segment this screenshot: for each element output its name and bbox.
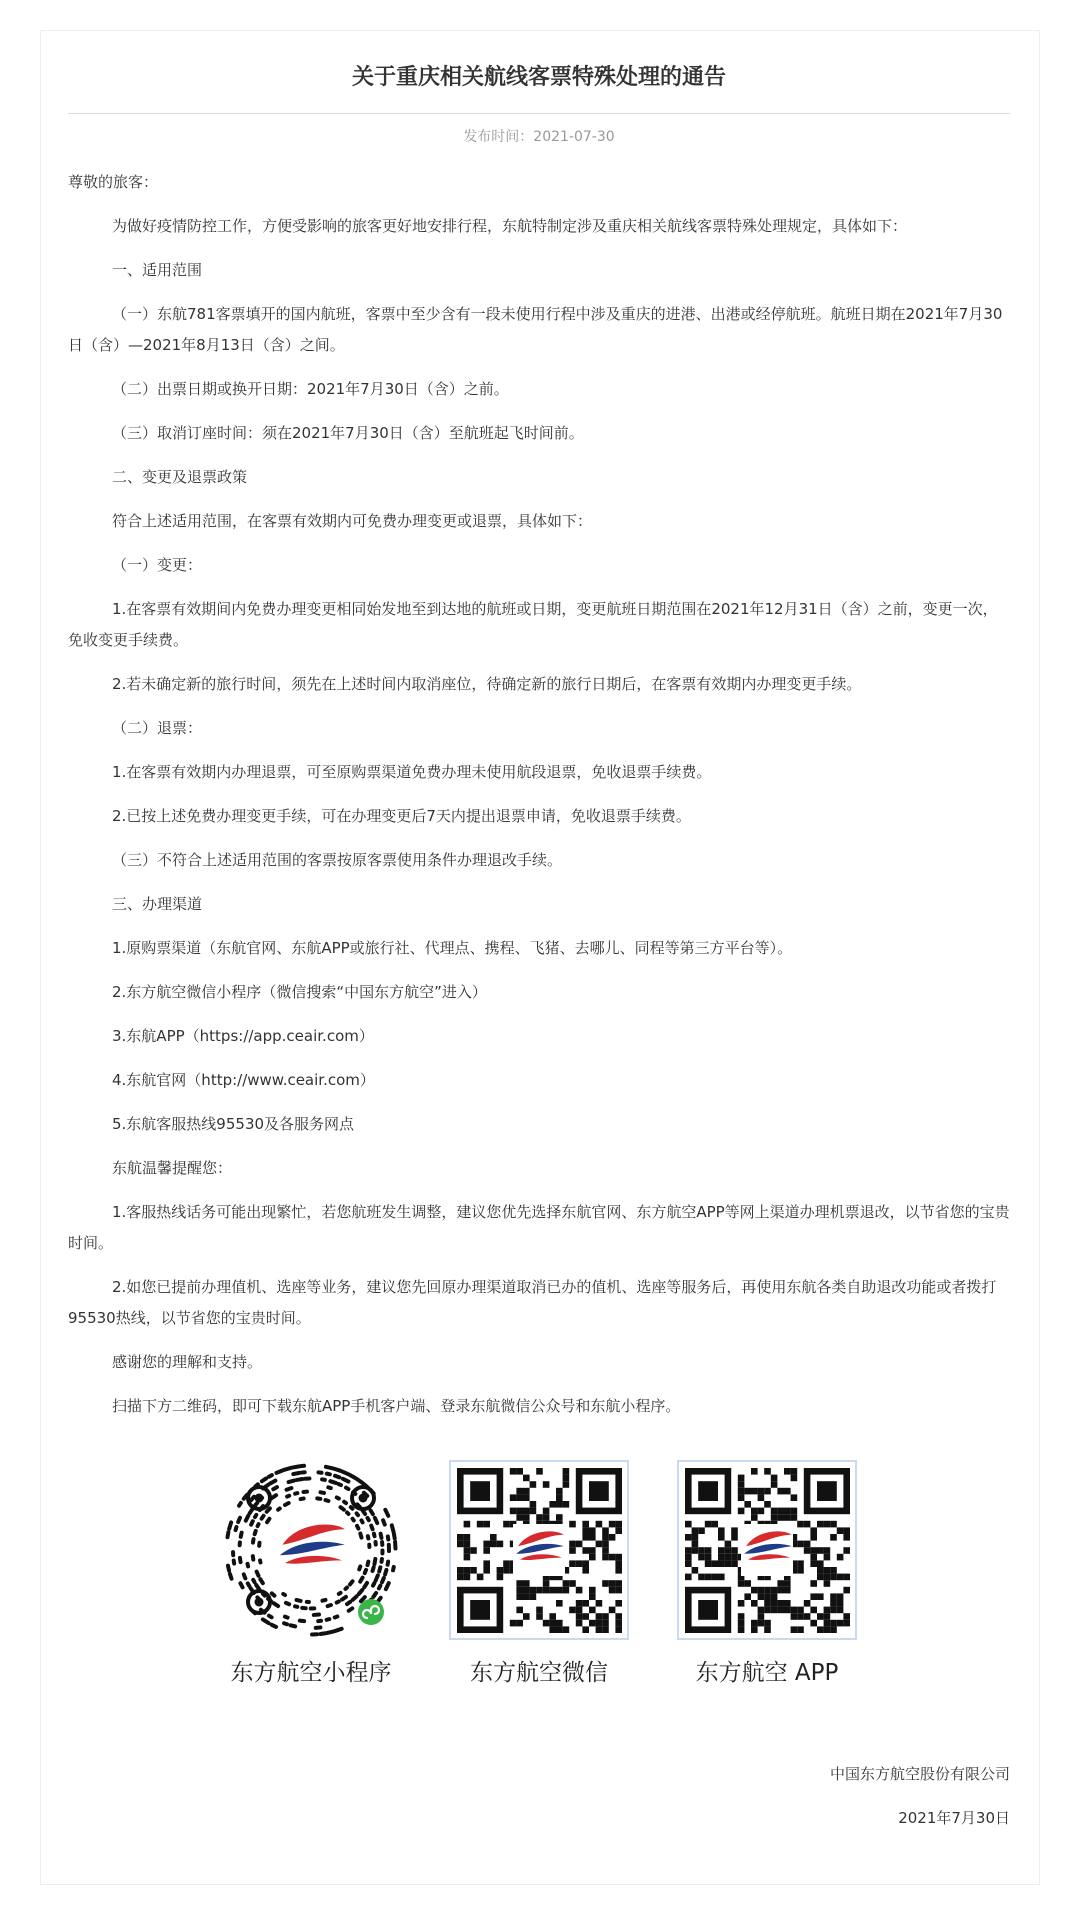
- refund-heading: （二）退票：: [112, 718, 203, 737]
- qr-card-mini-program: [221, 1460, 401, 1687]
- section-heading-policy: 二、变更及退票政策: [112, 467, 248, 486]
- signature-block: [68, 1759, 1010, 1834]
- change-heading: （一）变更：: [112, 555, 203, 574]
- channel-item-5: 5.东航客服热线95530及各服务网点: [112, 1114, 355, 1133]
- qr-label-wechat: 东方航空微信: [470, 1659, 608, 1686]
- app-qr-icon: [677, 1460, 857, 1640]
- change-item-1: 1.在客票有效期间内免费办理变更相同始发地至到达地的航班或日期，变更航班日期范围在2021年12月31日（含）之前，变更一次，免收变更手续费。: [68, 599, 998, 649]
- qr-code-row: [68, 1460, 1010, 1687]
- publish-time: 发布时间：2021-07-30: [463, 129, 615, 146]
- notice-content: [68, 30, 1010, 1847]
- signature-date: 2021年7月30日: [898, 1808, 1010, 1827]
- reminder-item-1: 1.客服热线话务可能出现繁忙，若您航班发生调整，建议您优先选择东航官网、东方航空APP等网上渠道办理机票退改，以节省您的宝贵时间。: [68, 1202, 1010, 1252]
- policy-intro: 符合上述适用范围，在客票有效期内可免费办理变更或退票，具体如下：: [112, 511, 593, 530]
- refund-item-2: 2.已按上述免费办理变更手续，可在办理变更后7天内提出退票申请，免收退票手续费。: [112, 806, 691, 825]
- reminder-item-2: 2.如您已提前办理值机、选座等业务，建议您先回原办理渠道取消已办的值机、选座等服务后，再使用东航各类自助退改功能或者拨打95530热线，以节省您的宝贵时间。: [68, 1277, 997, 1327]
- non-eligible-note: （三）不符合上述适用范围的客票按原客票使用条件办理退改手续。: [112, 850, 563, 869]
- scope-item-2: （二）出票日期或换开日期：2021年7月30日（含）之前。: [112, 379, 509, 398]
- channel-item-2: 2.东方航空微信小程序（微信搜索“中国东方航空”进入）: [112, 982, 487, 1001]
- change-item-2: 2.若未确定新的旅行时间，须先在上述时间内取消座位，待确定新的旅行日期后，在客票有效期内办理变更手续。: [112, 674, 862, 693]
- scope-item-3: （三）取消订座时间：须在2021年7月30日（含）至航班起飞时间前。: [112, 423, 584, 442]
- mini-program-qr-icon: [221, 1460, 401, 1640]
- qr-card-wechat: [449, 1460, 629, 1687]
- salutation: 尊敬的旅客：: [68, 172, 159, 191]
- scope-item-1: （一）东航781客票填开的国内航班，客票中至少含有一段未使用行程中涉及重庆的进港、出港或经停航班。航班日期在2021年7月30日（含）—2021年8月13日（含）之间。: [68, 304, 1003, 354]
- channel-item-4: 4.东航官网（http://www.ceair.com）: [112, 1070, 375, 1089]
- refund-item-1: 1.在客票有效期内办理退票，可至原购票渠道免费办理未使用航段退票，免收退票手续费。: [112, 762, 712, 781]
- channel-item-1: 1.原购票渠道（东航官网、东航APP或旅行社、代理点、携程、飞猪、去哪儿、同程等第三方平台等）。: [112, 938, 793, 957]
- reminder-heading: 东航温馨提醒您：: [112, 1158, 233, 1177]
- thanks-paragraph: 感谢您的理解和支持。: [112, 1352, 263, 1371]
- qr-card-app: [677, 1460, 857, 1687]
- intro-paragraph: 为做好疫情防控工作，方便受影响的旅客更好地安排行程，东航特制定涉及重庆相关航线客票特殊处理规定，具体如下：: [112, 216, 908, 235]
- company-name: 中国东方航空股份有限公司: [829, 1764, 1010, 1783]
- title-divider: [68, 113, 1010, 114]
- qr-label-mini-program: 东方航空小程序: [230, 1659, 392, 1686]
- page-title: 关于重庆相关航线客票特殊处理的通告: [351, 65, 726, 90]
- notice-body: [68, 167, 1010, 1422]
- qr-label-app: 东方航空 APP: [695, 1659, 839, 1686]
- wechat-qr-icon: [449, 1460, 629, 1640]
- section-heading-scope: 一、适用范围: [112, 260, 203, 279]
- channel-item-3: 3.东航APP（https://app.ceair.com）: [112, 1026, 374, 1045]
- section-heading-channels: 三、办理渠道: [112, 894, 203, 913]
- qr-instruction: 扫描下方二维码，即可下载东航APP手机客户端、登录东航微信公众号和东航小程序。: [112, 1396, 681, 1415]
